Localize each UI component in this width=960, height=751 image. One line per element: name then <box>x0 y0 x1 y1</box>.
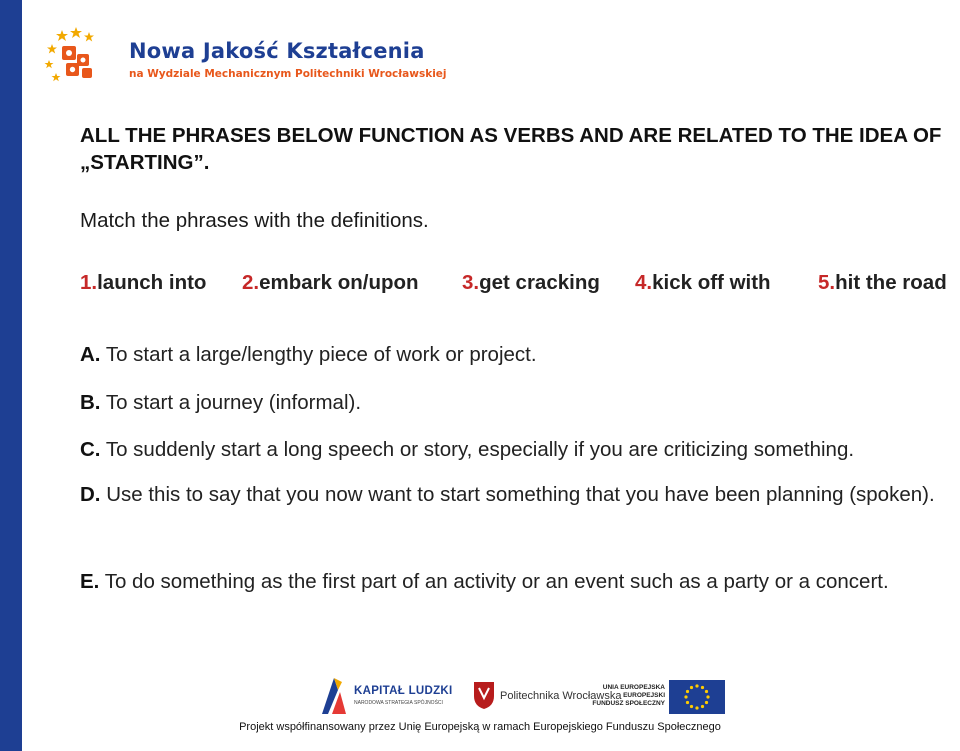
cofinance-statement: Projekt współfinansowany przez Unię Europejską w ramach Europejskiego Funduszu Społecznego <box>239 721 721 733</box>
phrase-item <box>818 271 947 295</box>
star-emblem-icon <box>44 26 106 84</box>
exercise-heading: ALL THE PHRASES BELOW FUNCTION AS VERBS AND ARE RELATED TO THE IDEA OF „STARTING”. <box>80 124 942 174</box>
definition-item <box>80 561 940 602</box>
brand-subtitle: na Wydziale Mechanicznym Politechniki Wrocławskiej <box>129 68 447 80</box>
phrase-number: 3. <box>462 271 480 294</box>
phrase-item <box>242 271 419 295</box>
phrase-item <box>80 271 206 295</box>
definition-letter: B. <box>80 391 101 414</box>
phrase-text: get cracking <box>479 271 600 294</box>
phrase-item <box>462 271 600 295</box>
phrase-number: 5. <box>818 271 836 294</box>
definition-letter: A. <box>80 343 101 366</box>
footer-logos <box>0 672 960 716</box>
phrase-text: embark on/upon <box>259 271 419 294</box>
definition-letter: E. <box>80 570 100 593</box>
definition-item <box>80 474 940 515</box>
definition-text: To start a journey (informal). <box>105 391 362 414</box>
definition-item <box>80 334 940 375</box>
eu-label: UNIA EUROPEJSKA EUROPEJSKI FUNDUSZ SPOŁECZNY <box>592 684 665 707</box>
kapital-ludzki-sublabel: NARODOWA STRATEGIA SPÓJNOŚCI <box>354 700 443 706</box>
politechnika-label: Politechnika Wrocławska <box>500 690 622 702</box>
definition-letter: C. <box>80 438 101 461</box>
phrase-text: hit the road <box>835 271 947 294</box>
header-logo <box>44 26 447 86</box>
definition-text: Use this to say that you now want to start something that you have been planning (spoken). <box>106 483 935 506</box>
definition-text: To start a large/lengthy piece of work or project. <box>105 343 537 366</box>
side-accent-bar <box>0 0 22 751</box>
definition-text: To suddenly start a long speech or story, especially if you are criticizing something. <box>105 438 855 461</box>
brand-title: Nowa Jakość Kształcenia <box>129 39 425 63</box>
phrase-number: 4. <box>635 271 653 294</box>
phrase-number: 1. <box>80 271 98 294</box>
exercise-instruction: Match the phrases with the definitions. <box>80 209 429 232</box>
definition-text: To do something as the first part of an activity or an event such as a party or a concert. <box>104 570 889 593</box>
pwr-crest-icon <box>472 680 496 710</box>
kapital-ludzki-label: KAPITAŁ LUDZKI <box>354 685 453 697</box>
definition-item <box>80 382 940 423</box>
kapital-ludzki-logo <box>318 676 453 716</box>
phrase-list <box>80 271 960 297</box>
definition-letter: D. <box>80 483 101 506</box>
kapital-ludzki-icon <box>318 676 350 716</box>
phrase-text: kick off with <box>652 271 771 294</box>
politechnika-logo <box>472 680 622 712</box>
eu-flag-icon <box>669 680 725 714</box>
eu-logo <box>592 680 725 714</box>
definition-item <box>80 429 940 470</box>
phrase-item <box>635 271 771 295</box>
phrase-number: 2. <box>242 271 260 294</box>
phrase-text: launch into <box>97 271 207 294</box>
